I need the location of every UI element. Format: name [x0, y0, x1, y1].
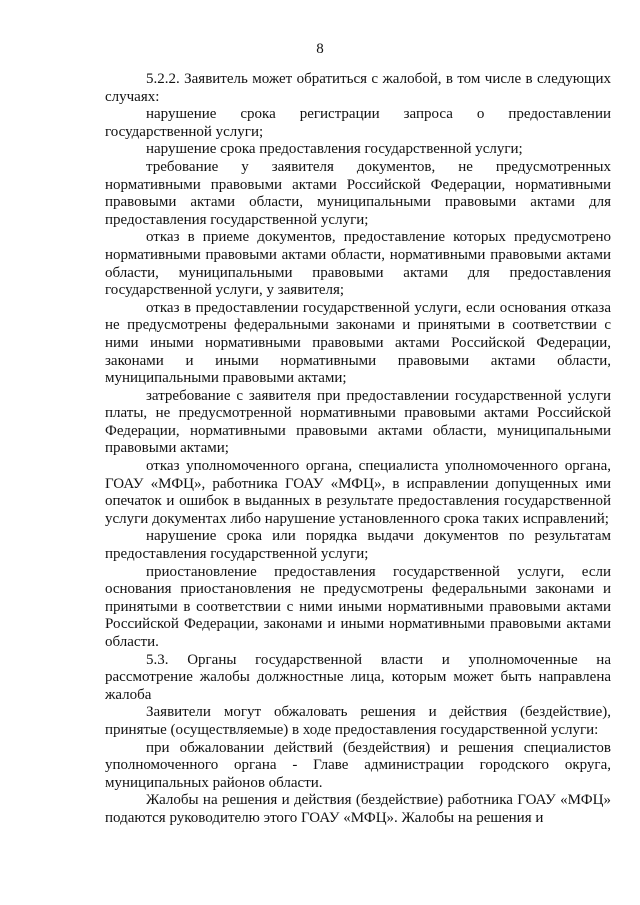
section-heading: 5.3. Органы государственной власти и уполномоченные на рассмотрение жалобы должностные лица, которым может быть направлена жалоба [105, 651, 611, 703]
paragraph: 5.2.2. Заявитель может обратиться с жалобой, в том числе в следующих случаях: [105, 71, 611, 105]
paragraph: нарушение срока или порядка выдачи документов по результатам предоставления государственной услуги; [105, 528, 611, 563]
paragraph: при обжаловании действий (бездействия) и решения специалистов уполномоченного органа - Главе администрации городского округа, муниципальных районов области. [105, 739, 611, 791]
paragraph: нарушение срока регистрации запроса о предоставлении государственной услуги; [105, 106, 611, 140]
paragraph: Заявители могут обжаловать решения и действия (бездействие), принятые (осуществляемые) в ходе предоставления государственной услуги: [105, 704, 611, 738]
document-body [105, 71, 611, 828]
paragraph: затребование с заявителя при предоставлении государственной услуги платы, не предусмотренной нормативными правовыми актами Российской Федерации, нормативными правовыми актами области, муниципальными правовыми актами; [105, 387, 611, 457]
paragraph: отказ в предоставлении государственной услуги, если основания отказа не предусмотрены федеральными законами и принятыми в соответствии с ними иными нормативными правовыми актами Российской Федерации, законами и иными нормативными правовыми актами области, муниципальными правовыми актами; [105, 299, 611, 387]
paragraph: нарушение срока предоставления государственной услуги; [146, 141, 523, 158]
paragraph: Жалобы на решения и действия (бездействие) работника ГОАУ «МФЦ» подаются руководителю этого ГОАУ «МФЦ». Жалобы на решения и [105, 792, 611, 826]
paragraph: требование у заявителя документов, не предусмотренных нормативными правовыми актами Российской Федерации, нормативными правовыми актами области, муниципальными правовыми актами для предоставления государственной услуги; [105, 158, 611, 228]
paragraph: приостановление предоставления государственной услуги, если основания приостановления не предусмотрены федеральными законами и принятыми в соответствии с ними иными нормативными правовыми актами Российской Федерации, законами и иными нормативными правовыми актами области. [105, 563, 611, 650]
page-number: 8 [316, 41, 324, 57]
paragraph: отказ в приеме документов, предоставление которых предусмотрено нормативными правовыми актами области, нормативными правовыми актами области, муниципальными правовыми актами для предоставления государственной услуги, у заявителя; [105, 229, 611, 299]
paragraph: отказ уполномоченного органа, специалиста уполномоченного органа, ГОАУ «МФЦ», работника ГОАУ «МФЦ», в исправлении допущенных ими опечаток и ошибок в выданных в результате предоставления государственной услуги документах либо нарушение установленного срока таких исправлений; [105, 458, 611, 527]
